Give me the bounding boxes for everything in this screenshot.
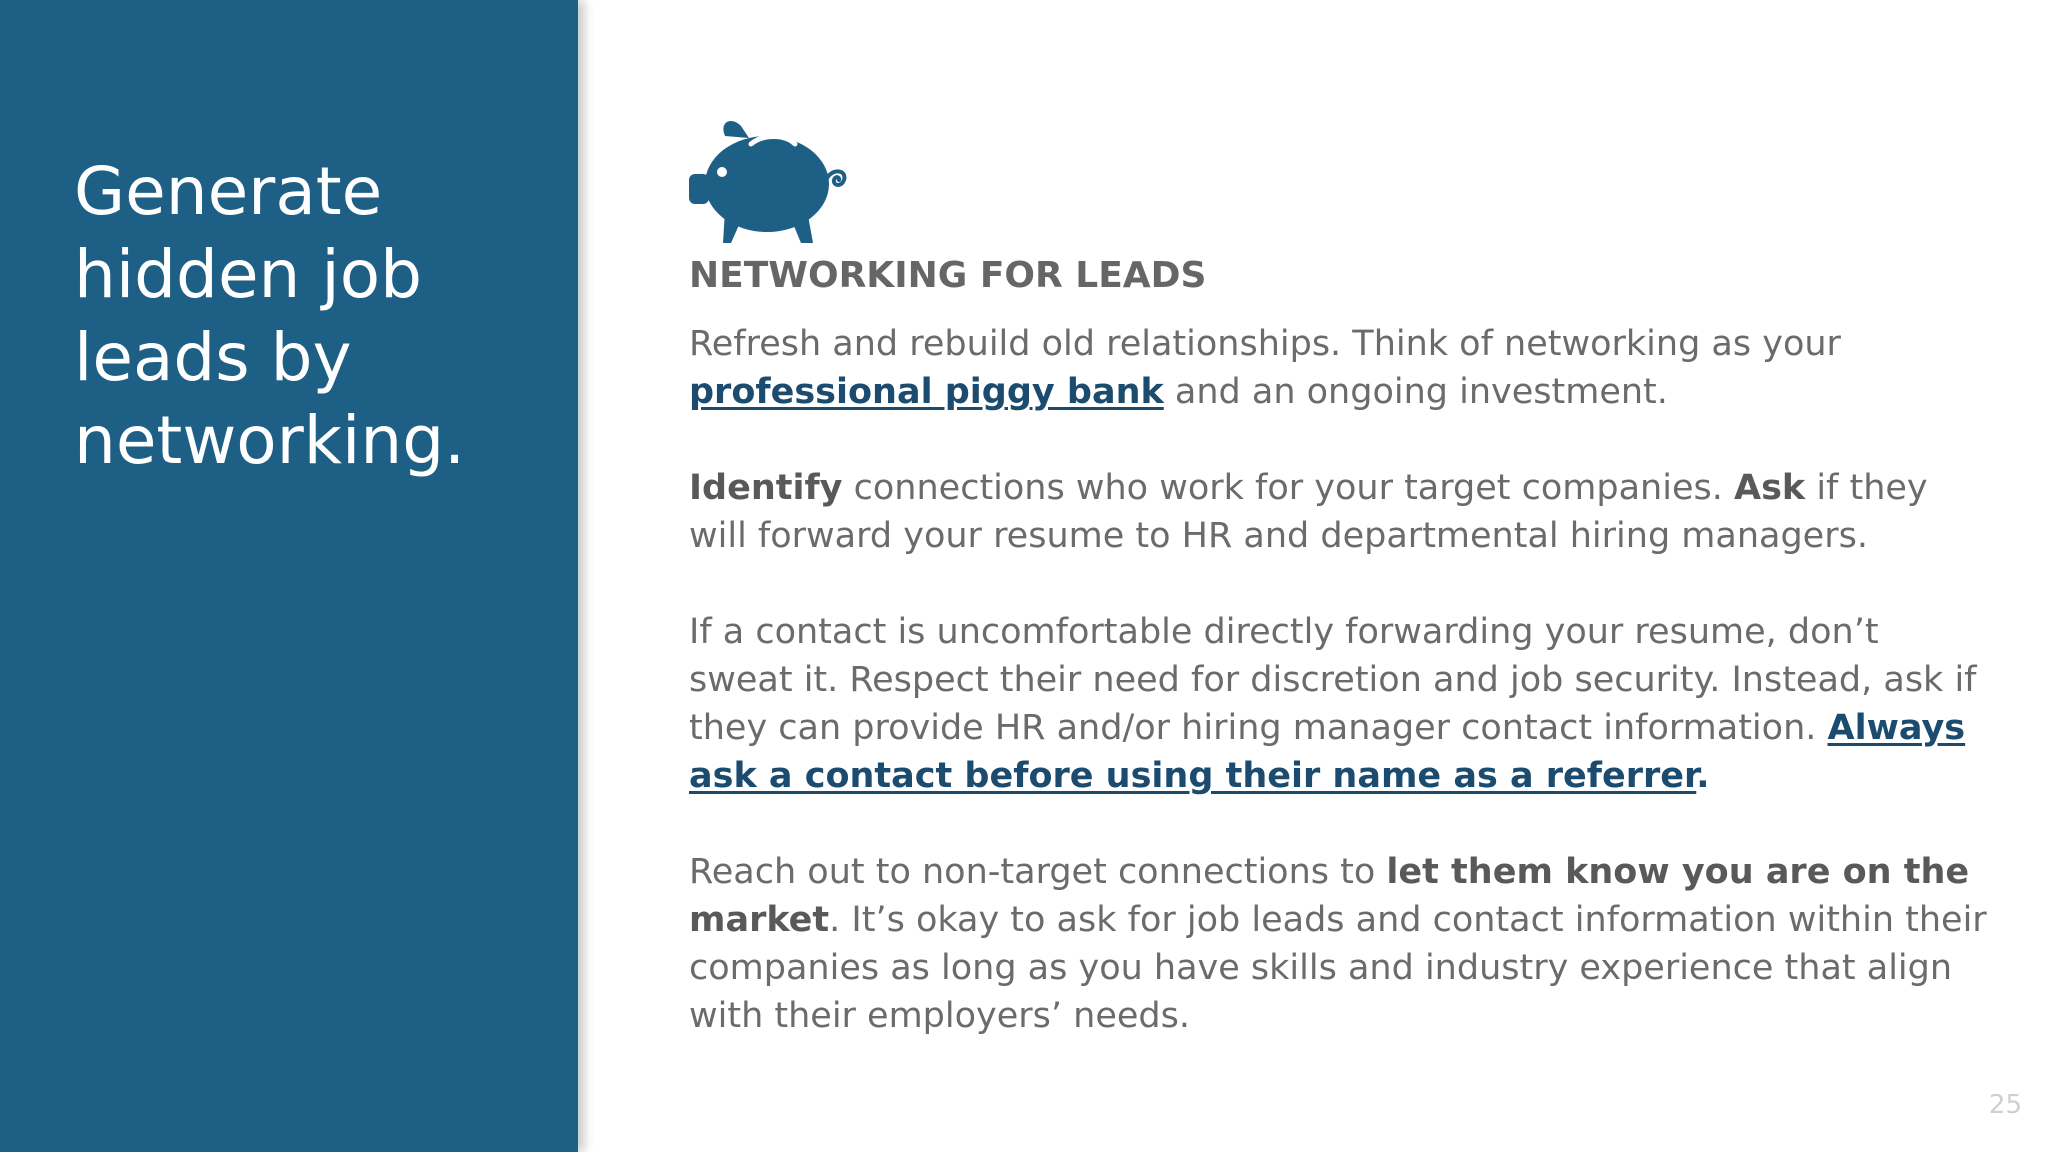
paragraph-text: . It’s okay to ask for job leads and contact information within their companies as long as you have skills and industry experience that align with their employers’ needs. (689, 900, 1987, 1036)
paragraph-text: Reach out to non-target connections to (689, 852, 1387, 892)
paragraph-text: and an ongoing investment. (1163, 372, 1668, 412)
slide-title: Generate hidden job leads by networking. (74, 153, 466, 479)
bold-text: let them know you are on the market (689, 852, 1970, 940)
paragraph-text: . (1696, 756, 1710, 796)
paragraph-text: connections who work for your target companies. (842, 468, 1734, 508)
bold-text: Identify (689, 468, 843, 508)
section-heading: NETWORKING FOR LEADS (689, 255, 1207, 296)
paragraph-text: if they will forward your resume to HR and departmental hiring managers. (689, 468, 1928, 556)
paragraph-text: Refresh and rebuild old relationships. Think of networking as your (689, 324, 1841, 364)
paragraph-discretion (689, 608, 1989, 800)
paragraph-text: If a contact is uncomfortable directly forwarding your resume, don’t sweat it. Respect their need for discretion and job security. Instead, ask if they can provide HR and/or hiring manager contact information. (689, 612, 1977, 748)
bold-text: Ask (1733, 468, 1806, 508)
paragraph-identify (689, 464, 1989, 560)
sidebar-panel (0, 0, 578, 1152)
main-content (689, 118, 1989, 1040)
always-ask-contact-link[interactable]: Always ask a contact before using their name as a referrer (689, 708, 1966, 796)
piggy-bank-icon (689, 118, 849, 246)
paragraph-reach-out (689, 848, 1989, 1040)
page-number: 25 (1988, 1090, 2022, 1120)
professional-piggy-bank-link[interactable]: professional piggy bank (689, 372, 1164, 412)
paragraph-refresh (689, 320, 1989, 416)
